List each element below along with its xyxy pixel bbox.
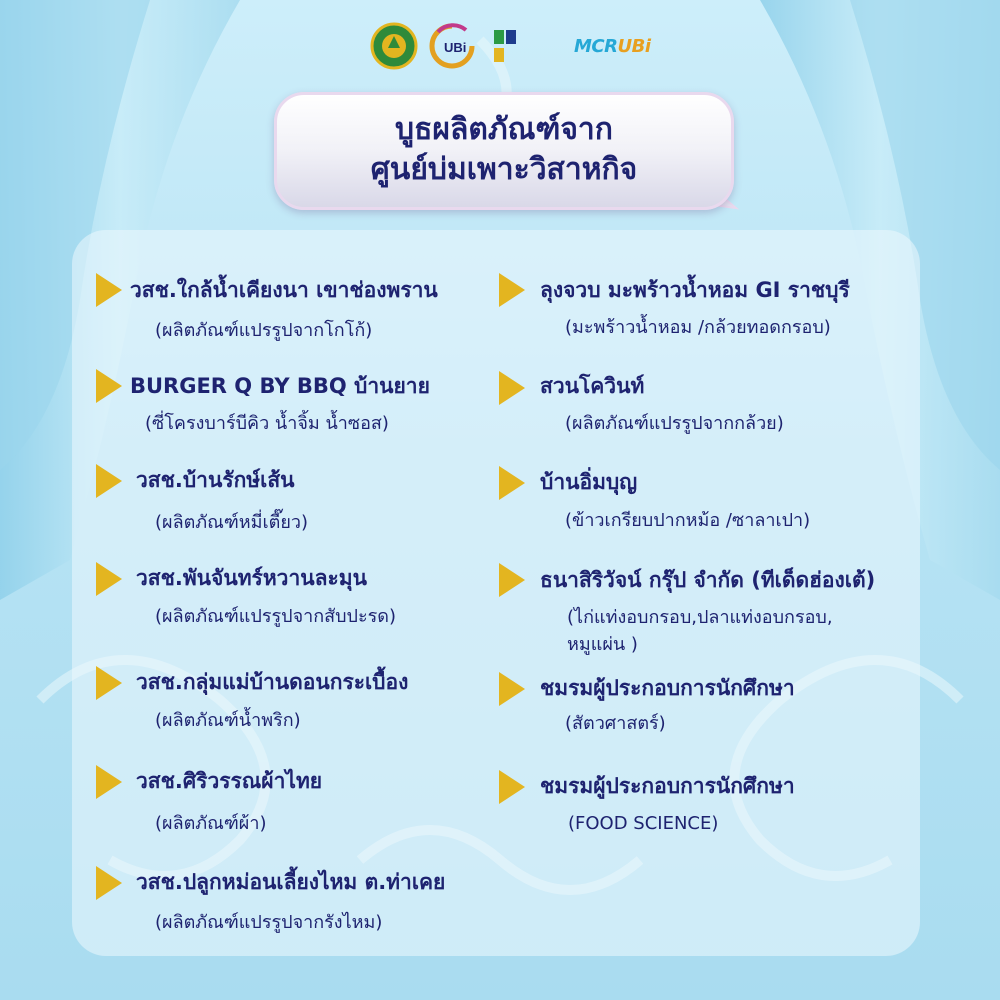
item-detail-continued: หมูแผ่น ) <box>567 634 638 655</box>
item-detail: (ซี่โครงบาร์บีคิว น้ำจิ้ม น้ำซอส) <box>145 413 389 434</box>
item-detail: (FOOD SCIENCE) <box>568 813 719 834</box>
logo-bar <box>370 22 670 70</box>
svg-text:UBi: UBi <box>444 40 467 55</box>
item-name: วสช.ปลูกหม่อนเลี้ยงไหม ต.ท่าเคย <box>136 870 446 894</box>
university-seal-icon <box>370 22 418 70</box>
bullet-arrow-icon <box>96 562 122 596</box>
item-detail: (ผลิตภัณฑ์ผ้า) <box>155 813 267 834</box>
mcrubi-prefix: MCR <box>574 36 618 57</box>
bullet-arrow-icon <box>499 563 525 597</box>
item-detail: (มะพร้าวน้ำหอม /กล้วยทอดกรอบ) <box>565 317 831 338</box>
item-detail: (ผลิตภัณฑ์แปรรูปจากรังไหม) <box>155 912 383 933</box>
item-name: วสช.บ้านรักษ์เส้น <box>136 468 295 492</box>
bullet-arrow-icon <box>96 464 122 498</box>
bullet-arrow-icon <box>96 369 122 403</box>
item-name: ธนาสิริวัจน์ กรุ๊ป จำกัด (ทีเด็ดฮ่องเต้) <box>540 568 876 592</box>
rd-logo <box>494 28 584 66</box>
item-name: วสช.กลุ่มแม่บ้านดอนกระเบื้อง <box>136 670 409 694</box>
item-name: BURGER Q BY BBQ บ้านยาย <box>130 374 430 398</box>
bullet-arrow-icon <box>499 672 525 706</box>
item-name: สวนโควินท์ <box>540 374 645 398</box>
item-detail: (สัตวศาสตร์) <box>565 713 666 734</box>
rd-logo-icon <box>494 28 584 66</box>
item-name: บ้านอิ่มบุญ <box>540 470 638 494</box>
bullet-arrow-icon <box>96 273 122 307</box>
item-name: วสช.พันจันทร์หวานละมุน <box>136 566 367 590</box>
item-detail: (ผลิตภัณฑ์แปรรูปจากสับปะรด) <box>155 606 397 627</box>
item-name: วสช.ศิริวรรณผ้าไทย <box>136 769 323 793</box>
title-line-2: ศูนย์บ่มเพาะวิสาหกิจ <box>370 152 638 187</box>
bullet-arrow-icon <box>96 765 122 799</box>
item-name: ลุงจวบ มะพร้าวน้ำหอม GI ราชบุรี <box>540 278 850 302</box>
item-detail: (ข้าวเกรียบปากหม้อ /ซาลาเปา) <box>565 510 811 531</box>
bullet-arrow-icon <box>499 371 525 405</box>
item-detail: (ไก่แท่งอบกรอบ,ปลาแท่งอบกรอบ, <box>567 607 833 628</box>
page-title <box>274 110 734 190</box>
ubi-logo-icon <box>426 22 478 70</box>
item-detail: (ผลิตภัณฑ์แปรรูปจากโกโก้) <box>155 320 373 341</box>
item-name: วสช.ใกล้น้ำเคียงนา เขาช่องพราน <box>130 278 438 302</box>
item-detail: (ผลิตภัณฑ์แปรรูปจากกล้วย) <box>565 413 784 434</box>
bullet-arrow-icon <box>96 666 122 700</box>
item-name: ชมรมผู้ประกอบการนักศึกษา <box>540 676 795 700</box>
bullet-arrow-icon <box>499 466 525 500</box>
item-name: ชมรมผู้ประกอบการนักศึกษา <box>540 774 795 798</box>
title-line-1: บูธผลิตภัณฑ์จาก <box>395 112 613 147</box>
item-detail: (ผลิตภัณฑ์น้ำพริก) <box>155 710 301 731</box>
bullet-arrow-icon <box>96 866 122 900</box>
mcrubi-suffix: UBi <box>617 36 651 57</box>
bullet-arrow-icon <box>499 273 525 307</box>
mcrubi-logo <box>574 36 651 57</box>
item-detail: (ผลิตภัณฑ์หมี่เตี๊ยว) <box>155 512 309 533</box>
bullet-arrow-icon <box>499 770 525 804</box>
